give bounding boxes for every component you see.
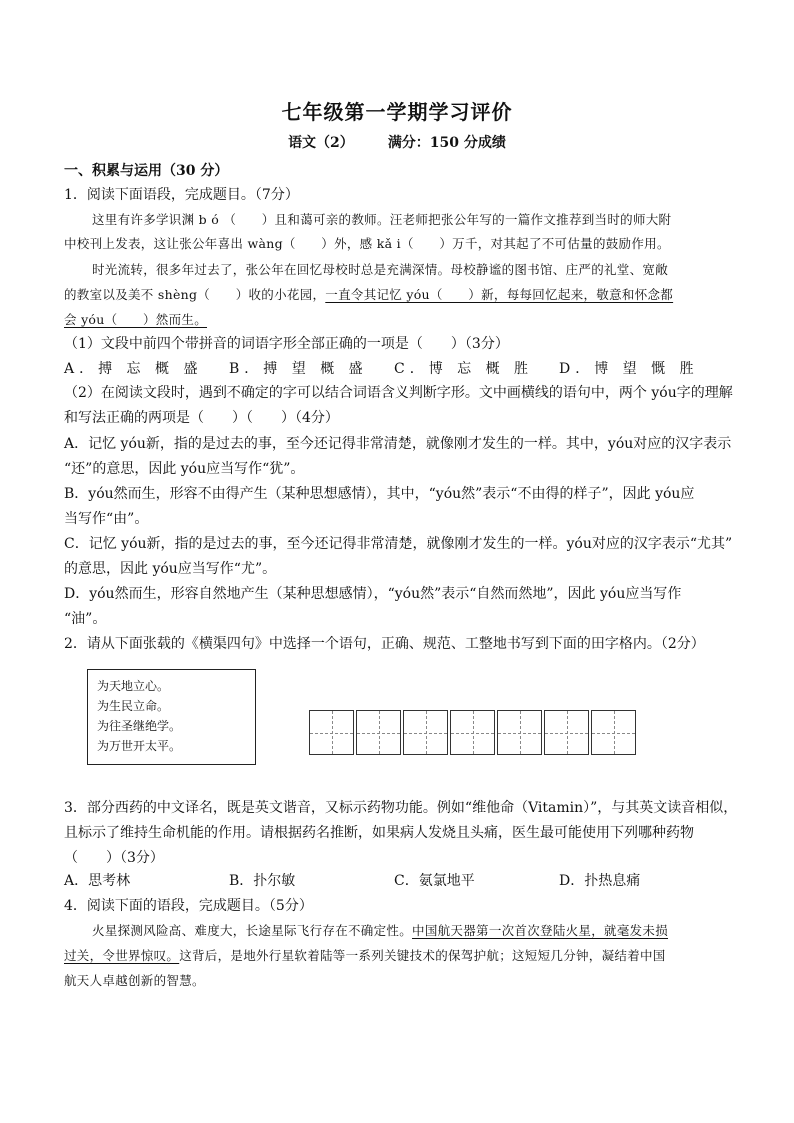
q1-sub2-option-b: B．yóu然而生，形容不由得产生（某种思想感情），其中，“yóu然”表示“不由得的样子”，因此 yóu应 bbox=[64, 486, 695, 502]
q1-passage-line: 中校刊上发表，这让张公年喜出 wàng（ ）外，感 kǎ i（ ）万千，对其起了不可估量的鼓励作用。 bbox=[64, 236, 670, 251]
q1-sub2-option-a: “还”的意思，因此 yóu应当写作“犹”。 bbox=[64, 461, 305, 477]
option-d: D．扑热息痛 bbox=[559, 873, 641, 889]
tianzige-cell[interactable] bbox=[544, 710, 589, 755]
poem-line: 为万世开太平。 bbox=[97, 739, 182, 753]
q1-passage-line: 时光流转，很多年过去了，张公年在回忆母校时总是充满深情。母校静谧的图书馆、庄严的礼堂、宽敞 bbox=[92, 262, 669, 277]
q4-passage-text: 火星探测风险高、难度大，长途星际飞行存在不确定性。 bbox=[92, 923, 413, 938]
q1-sub1-stem: （1）文段中前四个带拼音的词语字形全部正确的一项是（ ）（3分） bbox=[64, 336, 509, 352]
subject-label: 语文（2） bbox=[288, 135, 354, 151]
option-a: A．思考林 bbox=[64, 873, 131, 889]
tianzige-cell[interactable] bbox=[591, 710, 636, 755]
tianzige-cell[interactable] bbox=[356, 710, 401, 755]
poem-line: 为天地立心。 bbox=[97, 679, 170, 693]
q1-sub2-stem: （2）在阅读文段时，遇到不确定的字可以结合词语含义判断字形。文中画横线的语句中，两个 yóu字的理解 bbox=[64, 385, 733, 401]
poem-line: 为往圣继绝学。 bbox=[97, 719, 182, 733]
poem-line: 为生民立命。 bbox=[97, 699, 170, 713]
option-b: B．搏 望 概 盛 bbox=[229, 361, 368, 377]
q4-passage-text: 这背后，是地外行星软着陆等一系列关键技术的保驾护航；这短短几分钟，凝结着中国 bbox=[179, 948, 666, 963]
tianzige-cell[interactable] bbox=[309, 710, 354, 755]
section-heading: 一、积累与运用（30 分） bbox=[64, 163, 229, 179]
question-3-stem: （ ）（3分） bbox=[64, 850, 164, 866]
q1-sub1-options bbox=[64, 358, 724, 378]
q1-sub2-stem: 和写法正确的两项是（ ）（ ）（4分） bbox=[64, 410, 339, 426]
q1-sub2-option-d: “油”。 bbox=[64, 611, 107, 627]
page-title: 七年级第一学期学习评价 bbox=[281, 100, 513, 124]
q1-passage-line bbox=[64, 285, 673, 303]
question-4-stem: 4．阅读下面的语段，完成题目。（5分） bbox=[64, 898, 313, 914]
q1-sub2-option-c: 的意思，因此 yóu应当写作“尤”。 bbox=[64, 561, 277, 577]
page-subtitle bbox=[0, 132, 794, 152]
q4-passage-line bbox=[92, 921, 668, 939]
tianzige-cell[interactable] bbox=[403, 710, 448, 755]
option-a: A．搏 忘 概 盛 bbox=[64, 361, 203, 377]
q1-sub2-option-a: A．记忆 yóu新，指的是过去的事，至今还记得非常清楚，就像刚才发生的一样。其中，yóu对应的汉字表示 bbox=[64, 436, 732, 452]
q1-underlined-sentence: 会 yóu（ ）然而生。 bbox=[64, 312, 208, 327]
q1-passage-line: 这里有许多学识渊 b ó （ ）且和蔼可亲的教师。汪老师把张公年写的一篇作文推荐到当时的师大附 bbox=[92, 212, 672, 227]
q1-underlined-sentence: 一直令其记忆 yóu（ ）新，每每回忆起来，敬意和怀念都 bbox=[325, 287, 674, 302]
q4-underlined-sentence: 中国航天器第一次首次登陆火星，就毫发未损 bbox=[412, 923, 669, 938]
q1-sub2-option-c: C．记忆 yóu新，指的是过去的事，至今还记得非常清楚，就像刚才发生的一样。yóu对应的汉字表示“尤其” bbox=[64, 536, 733, 552]
option-c: C．氨氯地平 bbox=[394, 873, 475, 889]
option-b: B．扑尔敏 bbox=[229, 873, 296, 889]
q4-passage-line: 航天人卓越创新的智慧。 bbox=[64, 973, 205, 988]
poem-box bbox=[87, 669, 256, 765]
question-2-stem: 2．请从下面张载的《横渠四句》中选择一个语句，正确、规范、工整地书写到下面的田字格内。（2分） bbox=[64, 636, 705, 652]
option-d: D．博 望 慨 胜 bbox=[559, 361, 699, 377]
q4-passage-line bbox=[64, 946, 666, 964]
q4-underlined-sentence: 过关，令世界惊叹。 bbox=[64, 948, 180, 963]
q1-sub2-option-b: 当写作“由”。 bbox=[64, 511, 149, 527]
question-3-stem: 且标示了维持生命机能的作用。请根据药名推断，如果病人发烧且头痛，医生最可能使用下列哪种药物 bbox=[64, 825, 694, 841]
q1-sub2-option-d: D．yóu然而生，形容自然地产生（某种思想感情），“yóu然”表示“自然而然地”，因此 yóu应当写作 bbox=[64, 586, 682, 602]
q1-passage-text: 的教室以及美不 shèng（ ）收的小花园， bbox=[64, 287, 326, 302]
tianzige-cell[interactable] bbox=[450, 710, 495, 755]
question-3-stem: 3．部分西药的中文译名，既是英文谐音，又标示药物功能。例如“维他命（Vitamin）”，与其英文读音相似， bbox=[64, 800, 738, 816]
tianzige-cell[interactable] bbox=[497, 710, 542, 755]
tianzige-grid bbox=[309, 710, 636, 755]
question-1-stem: 1．阅读下面语段，完成题目。（7分） bbox=[64, 187, 299, 203]
option-c: C．博 忘 概 胜 bbox=[394, 361, 534, 377]
q3-options bbox=[64, 870, 724, 890]
score-info: 满分：150 分成绩 bbox=[387, 135, 506, 151]
